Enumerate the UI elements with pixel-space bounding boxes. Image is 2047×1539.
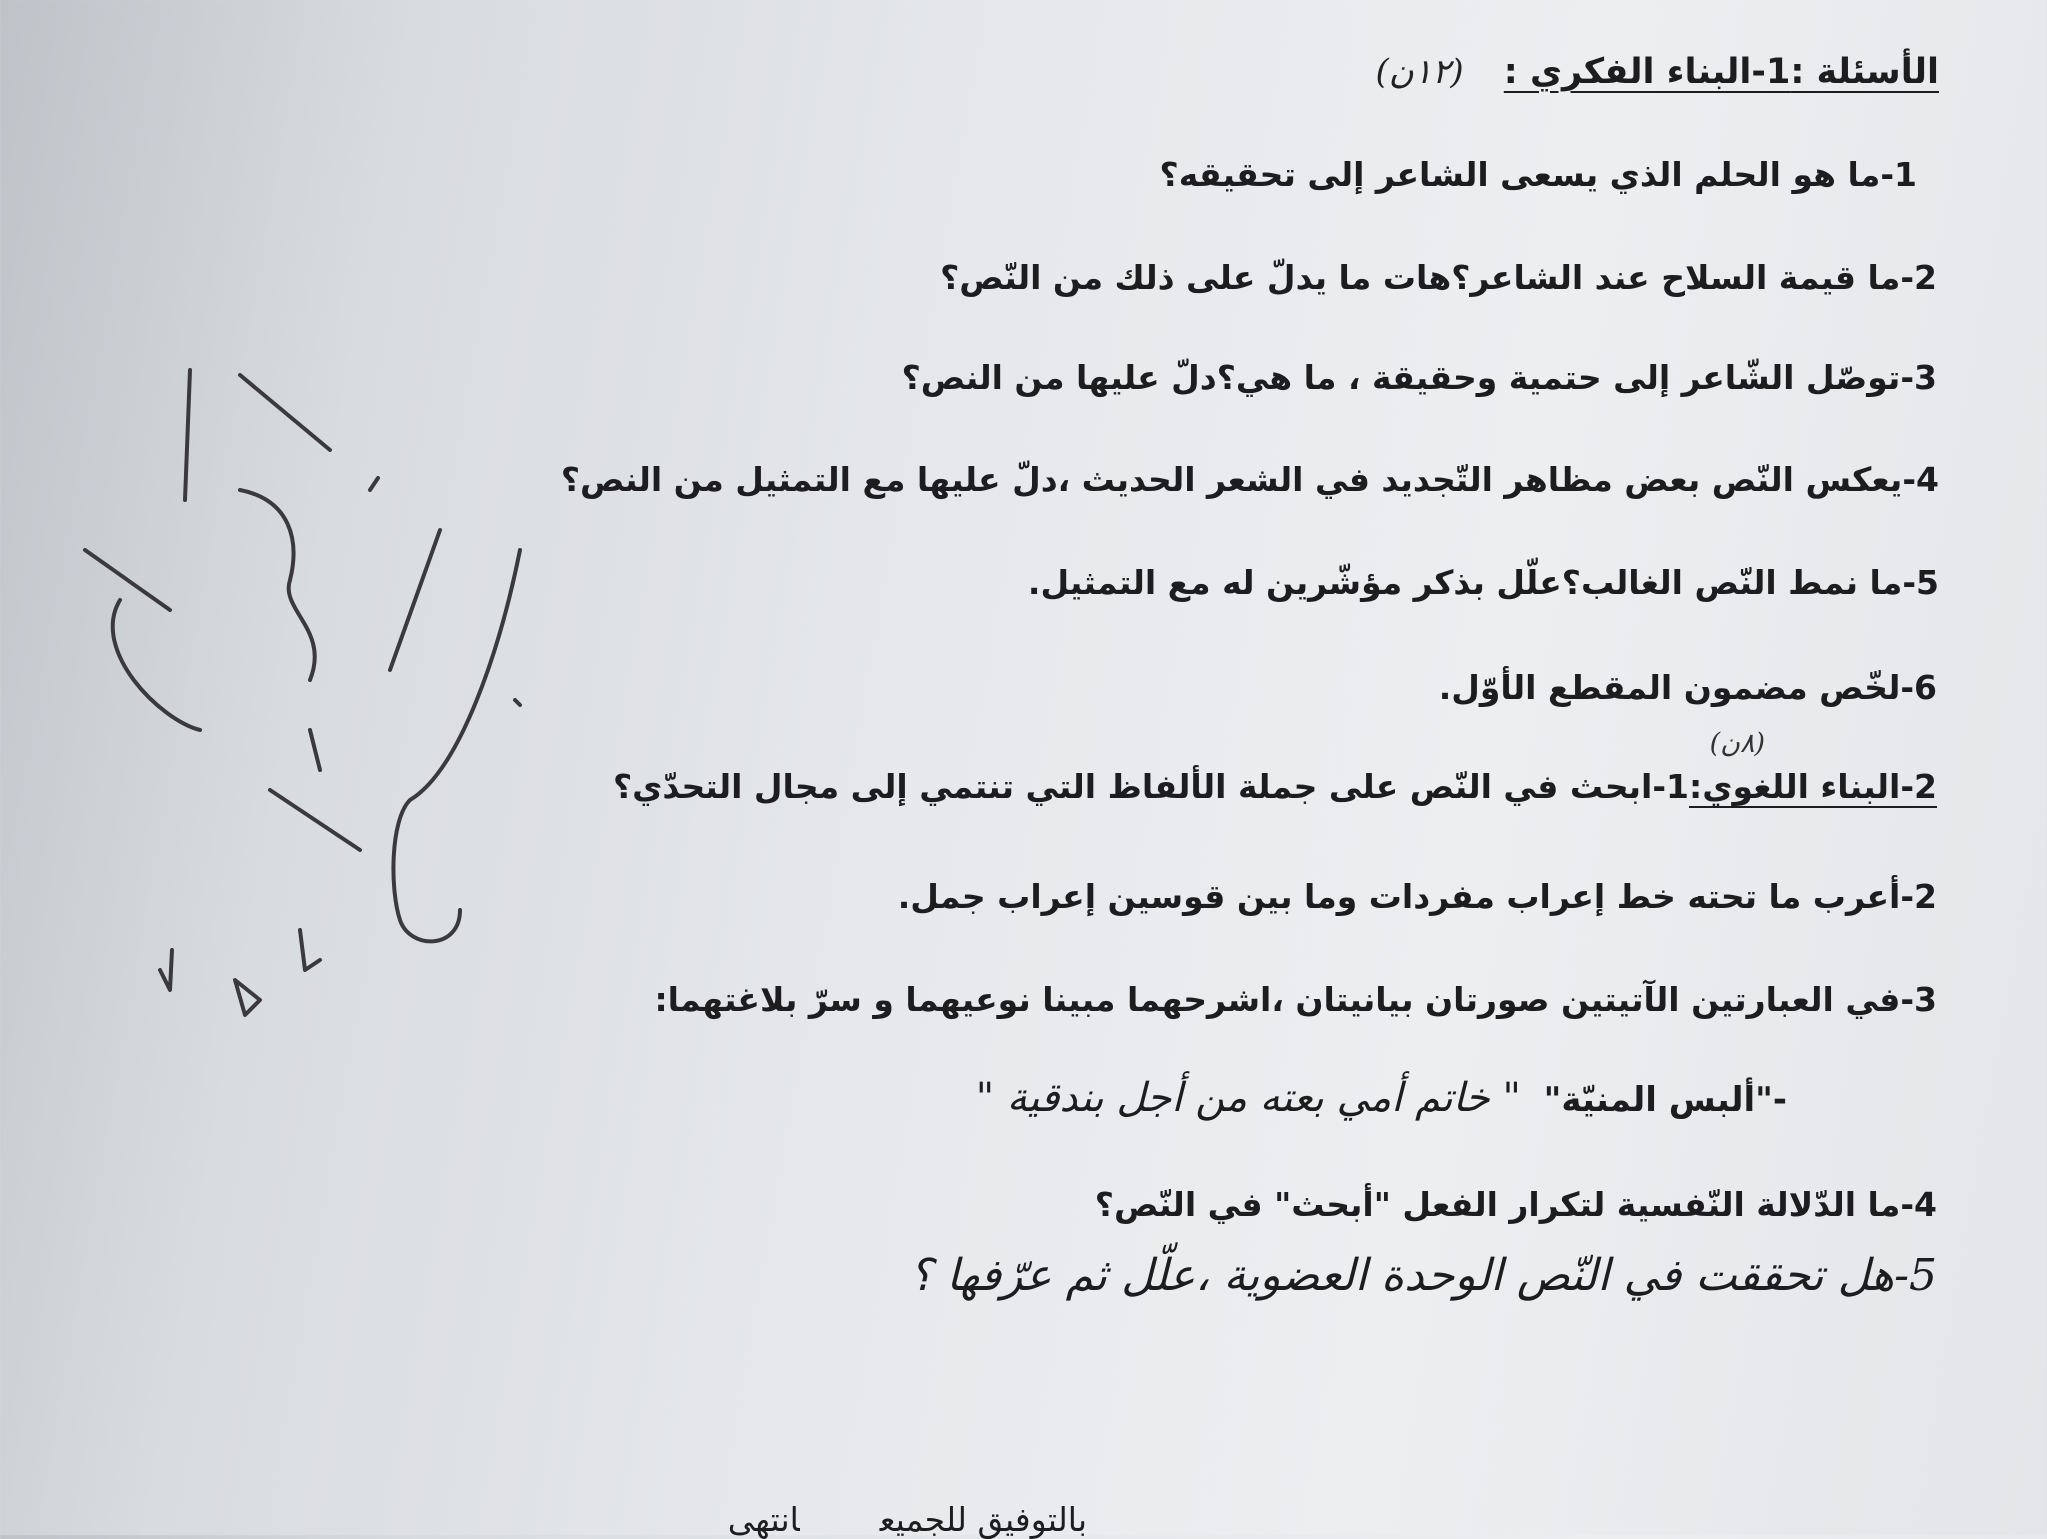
question-1-5: 5-ما نمط النّص الغالب؟علّل بذكر مؤشّرين له مع التمثيل. <box>1027 563 1939 602</box>
question-2-4: 4-ما الدّلالة النّفسية لتكرار الفعل "أبحث" في النّص؟ <box>1094 1185 1937 1224</box>
section2-mark: (٨ن) <box>1709 728 1765 759</box>
question-1-3: 3-توصّل الشّاعر إلى حتمية وحقيقة ، ما هي؟دلّ عليها من النص؟ <box>901 358 1937 397</box>
footer <box>648 1500 1087 1539</box>
question-2-1 <box>613 767 1937 806</box>
question-2-5 <box>909 1250 1937 1301</box>
section1-title: الأسئلة :1-البناء الفكري : <box>1503 52 1939 92</box>
handwritten-scribble <box>60 350 580 1050</box>
question-1-6: 6-لخّص مضمون المقطع الأوّل. <box>1438 668 1937 707</box>
question-1-2: 2-ما قيمة السلاح عند الشاعر؟هات ما يدلّ على ذلك من النّص؟ <box>940 258 1937 297</box>
footer-end: انتهى <box>727 1500 800 1539</box>
section1-mark: (١٢ن) <box>1375 52 1464 92</box>
footer-wish: بالتوفيق للجميع <box>879 1500 1087 1539</box>
question-2-3: 3-في العبارتين الآتيتين صورتان بيانيتان ،اشرحهما مبينا نوعيهما و سرّ بلاغتهما: <box>654 980 1937 1019</box>
section2-title: 2-البناء اللغوي: <box>1689 767 1937 806</box>
example-handwritten: " خاتم أمي بعته من أجل بندقية " <box>975 1075 1521 1121</box>
example-sentences <box>976 1075 1787 1121</box>
example-printed: -"ألبس المنيّة" <box>1543 1080 1787 1120</box>
question-2-1-text: 1-ابحث في النّص على جملة الألفاظ التي تنتمي إلى مجال التحدّي؟ <box>613 767 1689 806</box>
question-2-2: 2-أعرب ما تحته خط إعراب مفردات وما بين قوسين إعراب جمل. <box>897 877 1937 916</box>
question-1-4: 4-يعكس النّص بعض مظاهر التّجديد في الشعر الحديث ،دلّ عليها مع التمثيل من النص؟ <box>560 460 1939 499</box>
section1-heading <box>1376 52 1939 92</box>
question-1-1: 1-ما هو الحلم الذي يسعى الشاعر إلى تحقيقه؟ <box>1159 155 1917 194</box>
question-2-5-text: 5-هل تحققت في النّص الوحدة العضوية ،علّل ثم عرّفها ؟ <box>909 1250 1937 1301</box>
